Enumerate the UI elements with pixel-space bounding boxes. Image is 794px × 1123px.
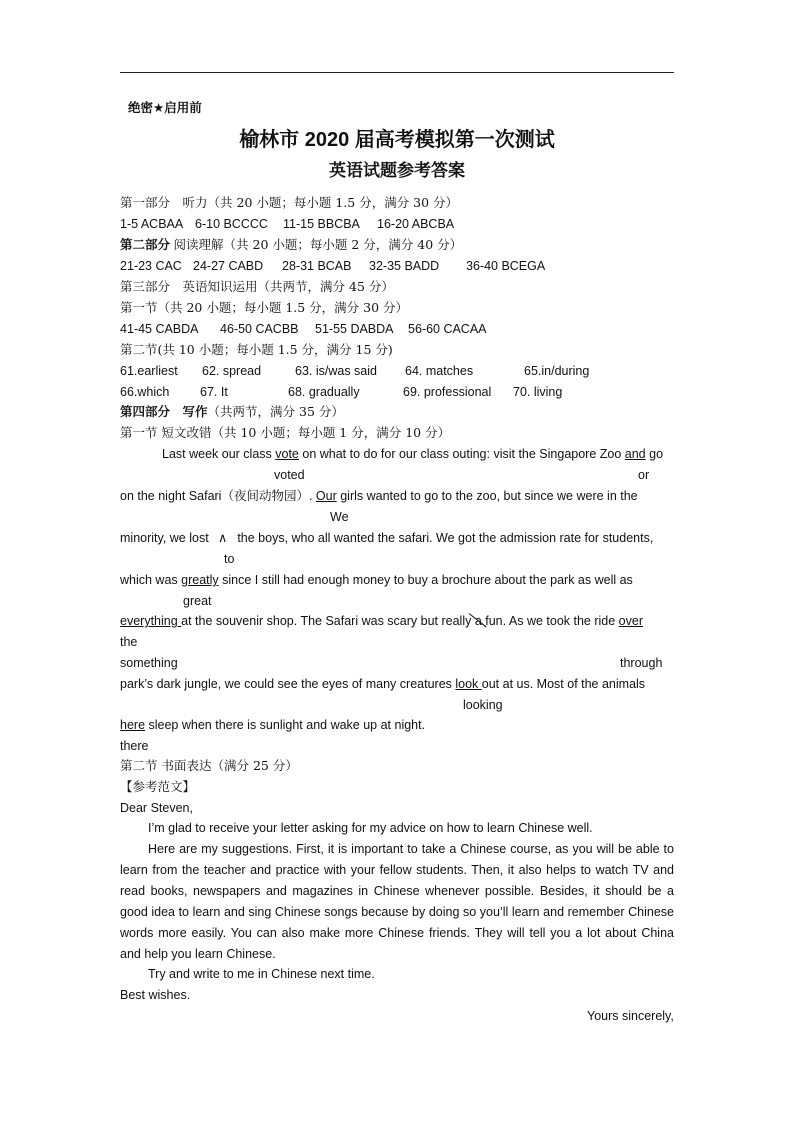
part2-name: 阅读理解: [173, 238, 224, 252]
letter-closing: Best wishes.: [120, 988, 191, 1002]
correction-line-1: Last week our class vote on what to do for our class outing: visit the Singapore Zoo and go: [162, 447, 664, 461]
fix-the: the: [120, 635, 138, 649]
error-here: here: [120, 718, 146, 732]
part1-answer-4: 16-20 ABCBA: [377, 217, 455, 231]
part3-s2-answer-70: 70. living: [513, 385, 563, 399]
part4-heading-line: [120, 404, 344, 420]
correction-line-4: which was greatly since I still had enough money to buy a brochure about the park as well as: [120, 573, 633, 587]
part1-answer-2: 6-10 BCCCC: [195, 217, 268, 231]
page-subtitle: 英语试题参考答案: [329, 161, 465, 180]
insert-caret: ∧: [218, 531, 228, 545]
part1-answer-1: 1-5 ACBAA: [120, 217, 184, 231]
part2-heading: 第二部分: [120, 238, 171, 252]
part3-s2-answer-66: 66.which: [120, 385, 170, 399]
header-rule: [120, 72, 674, 73]
error-over: over: [618, 614, 643, 628]
part4-note: （共两节，满分 35 分）: [207, 404, 344, 419]
fix-we: We: [330, 510, 349, 524]
fix-looking: looking: [463, 698, 503, 712]
part4-section2-heading: 第二节 书面表达（满分 25 分）: [120, 758, 298, 773]
part3-s2-answer-63: 63. is/was said: [295, 364, 377, 378]
confidential-label: 绝密★启用前: [128, 101, 202, 115]
correction-line-2: on the night Safari（夜间动物园）. Our girls wanted to go to the zoo, but since we were in the: [120, 489, 638, 503]
part4-heading: 第四部分 写作: [120, 405, 208, 419]
correction-line-6: park’s dark jungle, we could see the eyes of many creatures look out at us. Most of the animals: [120, 677, 646, 691]
part3-s2-answer-68: 68. gradually: [288, 385, 360, 399]
correction-line-3: minority, we lost ∧ the boys, who all wanted the safari. We got the admission rate for students,: [120, 531, 654, 545]
error-everything: everything: [120, 614, 182, 628]
part1-heading-line: [120, 195, 458, 211]
error-and: and: [624, 447, 646, 461]
part3-s2-answer-62: 62. spread: [202, 364, 262, 378]
part3-s2-answer-65: 65.in/during: [524, 364, 590, 378]
part3-section1-heading: 第一节（共 20 小题；每小题 1.5 分，满分 30 分）: [120, 300, 409, 315]
part3-s1-answer-3: 51-55 DABDA: [315, 322, 394, 336]
part2-answer-2: 24-27 CABD: [193, 259, 264, 273]
error-our: Our: [315, 489, 337, 503]
part2-answer-3: 28-31 BCAB: [282, 259, 352, 273]
letter-paragraph-1: I’m glad to receive your letter asking for my advice on how to learn Chinese well.: [148, 821, 593, 835]
page-title: 榆林市 2020 届高考模拟第一次测试: [239, 129, 555, 151]
fix-there: there: [120, 739, 149, 753]
part4-section1-heading: 第一节 短文改错（共 10 小题；每小题 1 分，满分 10 分）: [120, 425, 451, 440]
part3-heading-line: [120, 279, 394, 295]
part3-section2-heading: 第二节(共 10 小题；每小题 1.5 分，满分 15 分): [120, 342, 393, 357]
part2-answer-1: 21-23 CAC: [120, 259, 182, 273]
fix-to: to: [224, 552, 235, 566]
fix-through: through: [620, 656, 663, 670]
part3-s2-answer-64: 64. matches: [405, 364, 474, 378]
correction-line-5: everything at the souvenir shop. The Safari was scary but really a fun. As we took the ride over: [120, 614, 643, 628]
fix-voted: voted: [274, 468, 305, 482]
part3-s2-answer-67: 67. It: [200, 385, 228, 399]
part1-note: （共 20 小题；每小题 1.5 分，满分 30 分）: [207, 195, 459, 210]
letter-signoff: Yours sincerely,: [587, 1009, 674, 1023]
part3-s2-answer-69: 69. professional: [403, 385, 492, 399]
error-look: look: [455, 677, 482, 691]
part3-heading: 第三部分 英语知识运用: [120, 280, 258, 294]
part2-heading-line: [120, 237, 462, 253]
fix-great: great: [183, 594, 212, 608]
part1-answer-3: 11-15 BBCBA: [283, 217, 360, 231]
part3-note: （共两节，满分 45 分）: [257, 279, 394, 294]
part2-answer-5: 36-40 BCEGA: [466, 259, 546, 273]
error-vote: vote: [275, 447, 299, 461]
error-greatly: greatly: [181, 573, 219, 587]
part2-note: （共 20 小题；每小题 2 分，满分 40 分）: [223, 237, 463, 252]
correction-line-7: here sleep when there is sunlight and wake up at night.: [120, 718, 426, 732]
letter-greeting: Dear Steven,: [120, 801, 193, 815]
part3-s1-answer-1: 41-45 CABDA: [120, 322, 199, 336]
part3-s2-answer-61: 61.earliest: [120, 364, 178, 378]
sample-essay-label: 【参考范文】: [120, 780, 196, 794]
part3-s1-answer-4: 56-60 CACAA: [408, 322, 487, 336]
letter-paragraph-3: Try and write to me in Chinese next time.: [148, 967, 375, 981]
deleted-word: a: [474, 614, 482, 628]
fix-something: something: [120, 656, 178, 670]
part1-heading: 第一部分 听力: [120, 196, 208, 210]
fix-or: or: [638, 468, 650, 482]
part3-s1-answer-2: 46-50 CACBB: [220, 322, 299, 336]
letter-paragraph-2: Here are my suggestions. First, it is important to take a Chinese course, as you will be able to learn from the teacher and practice with your fellow students. Then, it also helps to watch TV and read books, newspapers and magazines in Chinese whenever possible. Besides, it should be a good idea to learn and sing Chinese songs because by doing so you’ll learn and remember Chinese words more easily. You can also make more Chinese friends. They will tell you a lot about China and help you learn Chinese.: [120, 842, 674, 961]
part2-answer-4: 32-35 BADD: [369, 259, 440, 273]
